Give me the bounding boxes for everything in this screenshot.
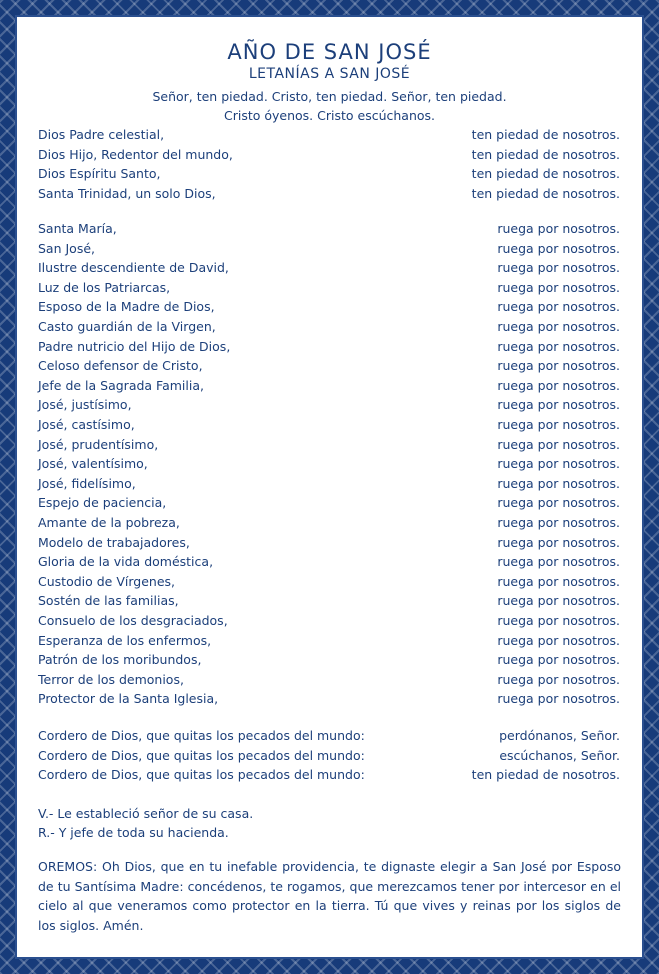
invocation-text: Esperanza de los enfermos, (38, 632, 212, 648)
invocation-text: Jefe de la Sagrada Familia, (38, 377, 204, 393)
litany-row (38, 513, 620, 533)
invocation-text: Luz de los Patriarcas, (38, 279, 171, 295)
litany-row (38, 611, 620, 631)
invocation-text: Patrón de los moribundos, (38, 652, 202, 668)
invocation-text: Terror de los demonios, (38, 671, 184, 687)
oremos-prayer: OREMOS: Oh Dios, que en tu inefable providencia, te dignaste elegir a San José por Esposo de tu Santísima Madre: concédenos, te rogamos, que merezcamos tener por intercesor en el cielo al que veneramos como protector en la tierra. Tú que vives y reinas por los siglos de los siglos. Amén. (38, 859, 621, 933)
invocation-text: Padre nutricio del Hijo de Dios, (38, 338, 231, 354)
invocation-text: Dios Espíritu Santo, (38, 166, 161, 181)
response-text: ruega por nosotros. (497, 573, 620, 589)
litany-row (38, 493, 620, 513)
litany-row (38, 376, 620, 396)
invocation-text: Dios Hijo, Redentor del mundo, (38, 146, 233, 162)
intro-line: Cristo óyenos. Cristo escúchanos. (223, 108, 436, 123)
response-text: ruega por nosotros. (497, 456, 620, 472)
page-subtitle: LETANÍAS A SAN JOSÉ (248, 66, 411, 82)
litany-row (38, 395, 620, 415)
response-text: ruega por nosotros. (497, 436, 620, 452)
response-text: ruega por nosotros. (497, 652, 620, 668)
invocation-text: Amante de la pobreza, (38, 515, 180, 530)
response-text: ruega por nosotros. (497, 358, 620, 374)
litany-row (38, 746, 620, 766)
response-text: ruega por nosotros. (497, 377, 620, 393)
response-text: ruega por nosotros. (497, 534, 620, 550)
litany-row (38, 572, 620, 592)
invocation-text: Santa María, (38, 221, 117, 236)
invocation-text: José, justísimo, (38, 397, 132, 413)
litany-row (38, 337, 620, 357)
versicle: V.- Le estableció señor de su casa. (38, 806, 254, 821)
response-text: ten piedad de nosotros. (471, 185, 620, 201)
response-text: ruega por nosotros. (497, 279, 620, 295)
litany-row (38, 454, 620, 474)
litany-row (38, 258, 620, 278)
invocation-text: Santa Trinidad, un solo Dios, (38, 185, 216, 201)
document-page (19, 19, 640, 955)
invocation-text: José, prudentísimo, (38, 436, 159, 452)
response-text: ruega por nosotros. (497, 495, 620, 511)
invocation-text: San José, (38, 240, 96, 256)
response-text: ten piedad de nosotros. (471, 127, 620, 142)
response-text: ruega por nosotros. (497, 613, 620, 628)
litany-row (38, 184, 620, 204)
invocation-text: Ilustre descendiente de David, (38, 260, 229, 276)
litany-row (38, 297, 620, 317)
litany-row (38, 474, 620, 494)
litany-row (38, 552, 620, 572)
invocation-text: Celoso defensor de Cristo, (38, 358, 203, 374)
response-text: ruega por nosotros. (497, 221, 620, 236)
litany-row (38, 125, 620, 145)
response-text: perdónanos, Señor. (499, 728, 620, 743)
invocation-text: Dios Padre celestial, (38, 127, 165, 142)
litany-row (38, 317, 620, 337)
response-text: ruega por nosotros. (497, 691, 620, 707)
invocation-text: Cordero de Dios, que quitas los pecados del mundo: (38, 728, 365, 743)
litany-row (38, 164, 620, 184)
intro-line: Señor, ten piedad. Cristo, ten piedad. Señor, ten piedad. (152, 89, 507, 104)
response-text: escúchanos, Señor. (499, 747, 620, 763)
response-line: R.- Y jefe de toda su hacienda. (38, 825, 229, 840)
response-text: ruega por nosotros. (497, 338, 620, 354)
page-title: AÑO DE SAN JOSÉ (227, 40, 432, 64)
response-text: ruega por nosotros. (497, 515, 620, 530)
response-text: ten piedad de nosotros. (471, 767, 620, 782)
invocation-text: Modelo de trabajadores, (38, 534, 190, 550)
response-text: ruega por nosotros. (497, 554, 620, 570)
invocation-text: Sostén de las familias, (38, 593, 179, 609)
response-text: ruega por nosotros. (497, 299, 620, 315)
invocation-text: Protector de la Santa Iglesia, (38, 691, 219, 707)
litany-row (38, 726, 620, 746)
litany-row (38, 435, 620, 455)
litany-row (38, 239, 620, 259)
litany-row (38, 650, 620, 670)
invocation-text: José, fidelísimo, (38, 475, 136, 491)
invocation-text: José, valentísimo, (38, 456, 148, 472)
response-text: ruega por nosotros. (497, 475, 620, 491)
response-text: ruega por nosotros. (497, 319, 620, 334)
response-text: ruega por nosotros. (497, 260, 620, 276)
invocation-text: Casto guardián de la Virgen, (38, 319, 216, 334)
litany-row (38, 689, 620, 709)
litany-row (38, 415, 620, 435)
litany-row (38, 765, 620, 785)
litany-row (38, 533, 620, 553)
litany-row (38, 219, 620, 239)
litany-row (38, 670, 620, 690)
invocation-text: Cordero de Dios, que quitas los pecados del mundo: (38, 747, 365, 763)
response-text: ruega por nosotros. (497, 417, 620, 432)
response-text: ten piedad de nosotros. (471, 166, 620, 181)
invocation-text: Cordero de Dios, que quitas los pecados del mundo: (38, 767, 365, 782)
response-text: ten piedad de nosotros. (471, 146, 620, 162)
litany-row (38, 278, 620, 298)
response-text: ruega por nosotros. (497, 397, 620, 413)
invocation-text: Esposo de la Madre de Dios, (38, 299, 215, 315)
response-text: ruega por nosotros. (497, 593, 620, 609)
response-text: ruega por nosotros. (497, 240, 620, 256)
litany-row (38, 356, 620, 376)
litany-row (38, 591, 620, 611)
litany-row (38, 631, 620, 651)
invocation-text: Consuelo de los desgraciados, (38, 613, 228, 628)
invocation-text: Custodio de Vírgenes, (38, 573, 176, 589)
response-text: ruega por nosotros. (497, 671, 620, 687)
response-text: ruega por nosotros. (497, 632, 620, 648)
invocation-text: Espejo de paciencia, (38, 495, 167, 511)
invocation-text: Gloria de la vida doméstica, (38, 554, 214, 570)
invocation-text: José, castísimo, (38, 417, 135, 432)
litany-row (38, 145, 620, 165)
